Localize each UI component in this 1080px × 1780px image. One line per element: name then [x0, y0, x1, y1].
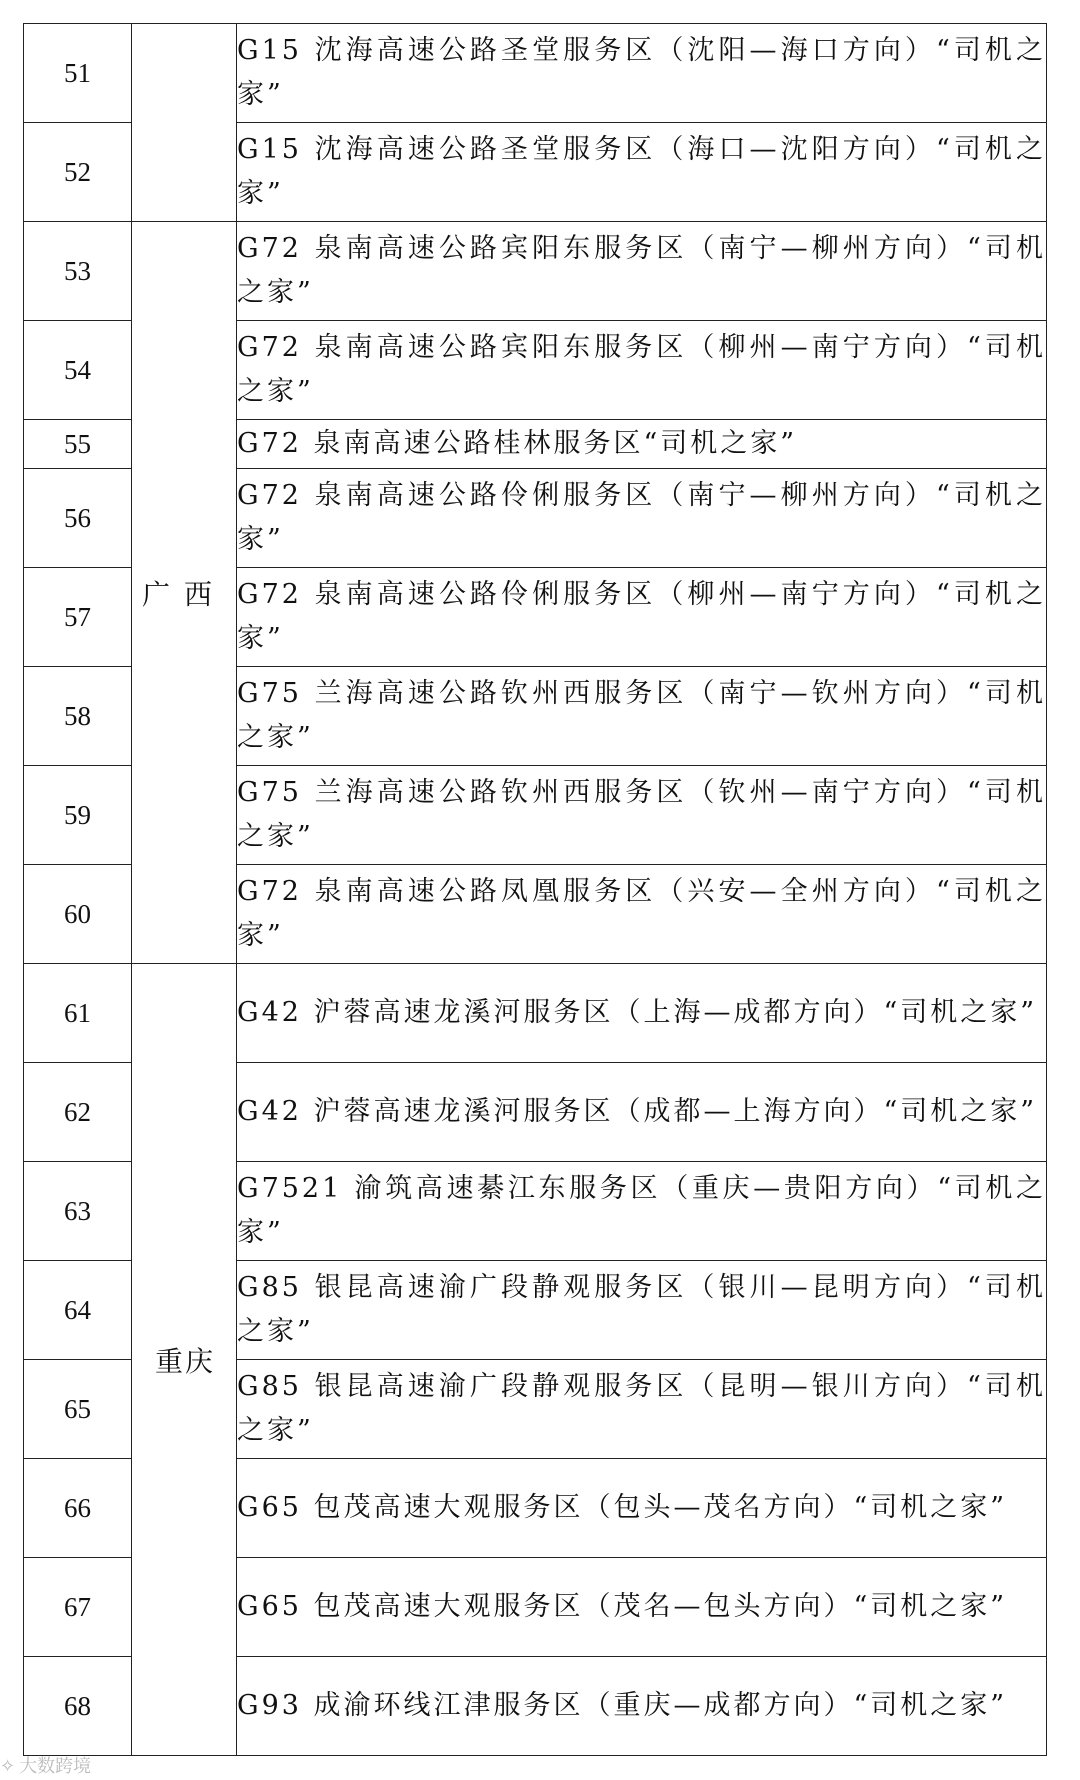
- row-number: 68: [24, 1657, 132, 1756]
- service-area-name: G72 泉南高速公路伶俐服务区（柳州—南宁方向）“司机之家”: [237, 568, 1047, 667]
- service-area-name: G93 成渝环线江津服务区（重庆—成都方向）“司机之家”: [237, 1657, 1047, 1756]
- province-cell-guangxi: 广西: [132, 222, 237, 964]
- row-number: 64: [24, 1261, 132, 1360]
- service-area-name: G15 沈海高速公路圣堂服务区（海口—沈阳方向）“司机之家”: [237, 123, 1047, 222]
- row-number: 62: [24, 1063, 132, 1162]
- province-cell-chongqing: 重庆: [132, 964, 237, 1756]
- service-area-name: G72 泉南高速公路凤凰服务区（兴安—全州方向）“司机之家”: [237, 865, 1047, 964]
- watermark: [0, 1752, 91, 1778]
- table-row: [24, 964, 1047, 1063]
- row-number: 65: [24, 1360, 132, 1459]
- service-area-name: G85 银昆高速渝广段静观服务区（银川—昆明方向）“司机之家”: [237, 1261, 1047, 1360]
- service-area-name: G65 包茂高速大观服务区（茂名—包头方向）“司机之家”: [237, 1558, 1047, 1657]
- service-area-name: G65 包茂高速大观服务区（包头—茂名方向）“司机之家”: [237, 1459, 1047, 1558]
- row-number: 59: [24, 766, 132, 865]
- service-area-name: G85 银昆高速渝广段静观服务区（昆明—银川方向）“司机之家”: [237, 1360, 1047, 1459]
- row-number: 55: [24, 420, 132, 469]
- service-area-name: G75 兰海高速公路钦州西服务区（钦州—南宁方向）“司机之家”: [237, 766, 1047, 865]
- row-number: 54: [24, 321, 132, 420]
- logo-icon: ✧: [0, 1756, 16, 1777]
- service-area-name: G72 泉南高速公路宾阳东服务区（柳州—南宁方向）“司机之家”: [237, 321, 1047, 420]
- service-area-name: G75 兰海高速公路钦州西服务区（南宁—钦州方向）“司机之家”: [237, 667, 1047, 766]
- row-number: 52: [24, 123, 132, 222]
- row-number: 66: [24, 1459, 132, 1558]
- row-number: 60: [24, 865, 132, 964]
- service-area-table: [23, 23, 1047, 1756]
- table-row: [24, 24, 1047, 123]
- row-number: 57: [24, 568, 132, 667]
- row-number: 61: [24, 964, 132, 1063]
- service-area-name: G72 泉南高速公路桂林服务区“司机之家”: [237, 420, 1047, 469]
- row-number: 53: [24, 222, 132, 321]
- service-area-name: G15 沈海高速公路圣堂服务区（沈阳—海口方向）“司机之家”: [237, 24, 1047, 123]
- table-row: [24, 222, 1047, 321]
- row-number: 67: [24, 1558, 132, 1657]
- service-area-name: G42 沪蓉高速龙溪河服务区（上海—成都方向）“司机之家”: [237, 964, 1047, 1063]
- service-area-name: G42 沪蓉高速龙溪河服务区（成都—上海方向）“司机之家”: [237, 1063, 1047, 1162]
- row-number: 51: [24, 24, 132, 123]
- service-area-name: G72 泉南高速公路宾阳东服务区（南宁—柳州方向）“司机之家”: [237, 222, 1047, 321]
- row-number: 58: [24, 667, 132, 766]
- row-number: 63: [24, 1162, 132, 1261]
- service-area-name: G72 泉南高速公路伶俐服务区（南宁—柳州方向）“司机之家”: [237, 469, 1047, 568]
- watermark-text: 大数跨境: [19, 1756, 92, 1777]
- row-number: 56: [24, 469, 132, 568]
- service-area-name: G7521 渝筑高速綦江东服务区（重庆—贵阳方向）“司机之家”: [237, 1162, 1047, 1261]
- province-cell: [132, 24, 237, 222]
